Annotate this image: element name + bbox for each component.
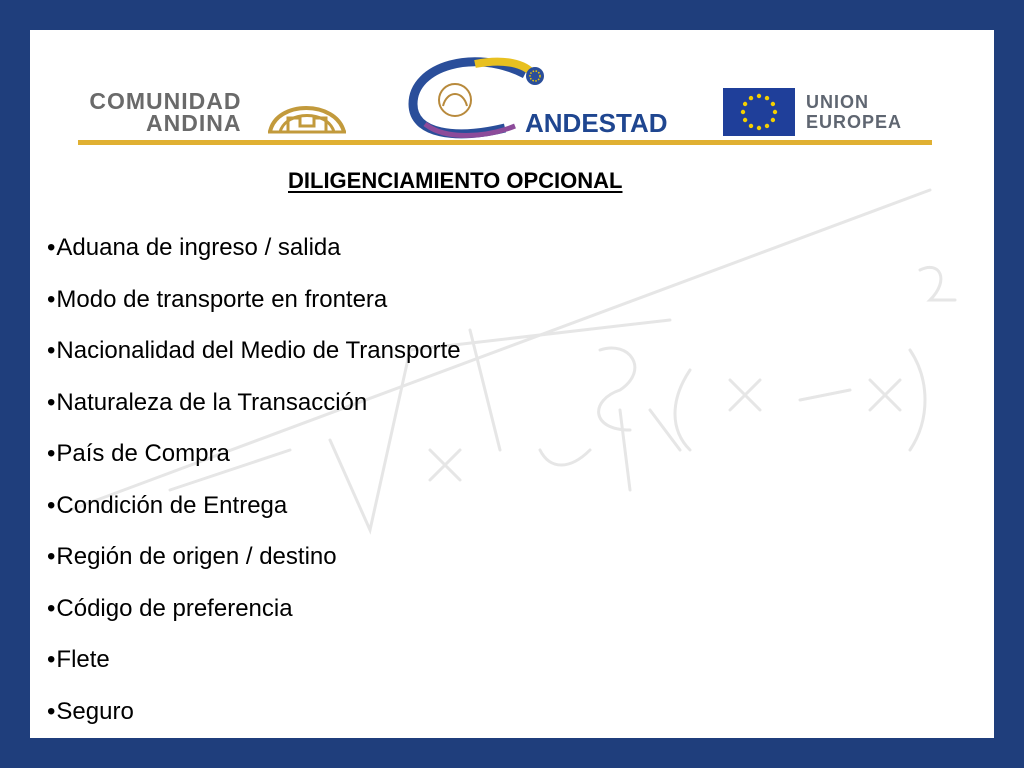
list-item — [47, 694, 461, 739]
comunidad-andina-logo — [78, 90, 241, 134]
list-item-text: Nacionalidad del Medio de Transporte — [56, 337, 461, 364]
comunidad-andina-line2: ANDINA — [146, 110, 242, 136]
header-divider — [78, 140, 932, 145]
bullet-icon: • — [47, 388, 56, 416]
bullet-icon: • — [47, 543, 56, 570]
logo-header — [30, 30, 994, 150]
union-europea-line1: UNION — [806, 92, 869, 112]
list-item-text: Seguro — [56, 697, 134, 725]
bullet-icon: • — [47, 285, 56, 313]
list-item-text: País de Compra — [56, 440, 230, 467]
list-item-text: Código de preferencia — [56, 594, 293, 622]
comunidad-andina-emblem-icon — [266, 90, 348, 134]
slide — [30, 30, 994, 738]
bullet-icon: • — [47, 337, 56, 364]
slide-title: DILIGENCIAMIENTO OPCIONAL — [288, 168, 623, 193]
comunidad-andina-line1: COMUNIDAD — [89, 88, 242, 114]
list-item — [47, 333, 461, 385]
bullet-icon: • — [47, 491, 56, 519]
bullet-icon: • — [47, 440, 56, 467]
union-europea-logo — [806, 92, 902, 132]
bullet-icon: • — [47, 646, 56, 673]
andestad-emblem-icon — [405, 56, 545, 146]
list-item-text: Aduana de ingreso / salida — [56, 234, 341, 261]
list-item — [47, 539, 461, 591]
list-item — [47, 385, 461, 437]
eu-flag-icon — [723, 88, 795, 136]
list-item-text: Región de origen / destino — [56, 543, 337, 570]
list-item — [47, 488, 461, 540]
list-item — [47, 642, 461, 694]
bullet-icon: • — [47, 697, 56, 725]
bullet-icon: • — [47, 234, 56, 261]
optional-fields-list — [47, 230, 461, 738]
list-item-text: Flete — [56, 646, 110, 673]
list-item-text: Modo de transporte en frontera — [56, 285, 388, 313]
list-item — [47, 230, 461, 282]
list-item — [47, 436, 461, 488]
list-item — [47, 282, 461, 334]
union-europea-line2: EUROPEA — [806, 112, 903, 132]
list-item-text: Condición de Entrega — [56, 491, 288, 519]
andestad-wordmark: ANDESTAD — [525, 108, 668, 138]
bullet-icon: • — [47, 594, 56, 622]
list-item — [47, 591, 461, 643]
list-item-text: Naturaleza de la Transacción — [56, 388, 368, 416]
